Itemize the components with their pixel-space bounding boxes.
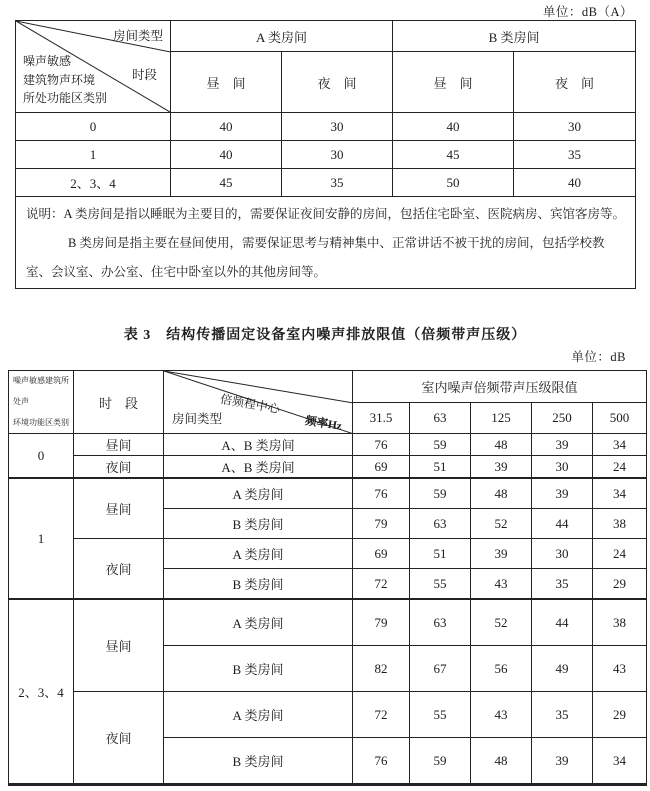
table-structural-noise-octave-limits [8, 370, 647, 786]
limit-value-cell: 39 [471, 539, 532, 569]
limit-value-cell: 39 [471, 456, 532, 479]
table-row [9, 539, 647, 569]
octave-center-label: 倍频程中心 [219, 391, 281, 417]
limit-value-cell: 76 [353, 434, 410, 456]
period-col-header: 时 段 [74, 371, 164, 434]
table3-title: 表 3 结构传播固定设备室内噪声排放限值（倍频带声压级） [123, 328, 527, 343]
limit-value-cell: 39 [532, 478, 593, 509]
subcol-night-header: 夜 间 [514, 52, 636, 113]
limit-value-cell: 55 [410, 692, 471, 738]
table-row [9, 692, 647, 738]
limit-value-cell: 30 [514, 113, 636, 141]
limit-value-cell: 63 [410, 599, 471, 646]
limits-group-header: 室内噪声倍频带声压级限值 [353, 371, 647, 403]
period-cell: 夜间 [74, 539, 164, 600]
room-type-cell: A 类房间 [164, 599, 353, 646]
limit-value-cell: 29 [593, 569, 647, 600]
limit-value-cell: 67 [410, 646, 471, 692]
limit-value-cell: 35 [282, 169, 393, 197]
limit-value-cell: 30 [532, 539, 593, 569]
limit-value-cell: 59 [410, 478, 471, 509]
corner-period-label: 时段 [131, 68, 157, 82]
room-type-label: 房间类型 [172, 412, 223, 427]
limit-value-cell: 34 [593, 738, 647, 785]
limit-value-cell: 59 [410, 738, 471, 785]
limit-value-cell: 51 [410, 539, 471, 569]
limit-value-cell: 52 [471, 599, 532, 646]
limit-value-cell: 35 [532, 569, 593, 600]
limit-value-cell: 39 [532, 738, 593, 785]
limit-value-cell: 79 [353, 599, 410, 646]
freq-header-cell: 500 [593, 403, 647, 434]
area-col-header [9, 371, 74, 434]
note-line-b-rooms: B 类房间是指主要在昼间使用，需要保证思考与精神集中、正常讲话不被干扰的房间，包括学校教室、会议室、办公室、住宅中卧室以外的其他房间等。 [26, 236, 605, 279]
table-room-noise-limits-dba [15, 20, 636, 289]
corner-area-line: 所处功能区类别 [23, 91, 108, 106]
table-row [16, 197, 636, 289]
limit-value-cell: 52 [471, 509, 532, 539]
area-cell: 2、3、4 [9, 599, 74, 785]
table-row [9, 434, 647, 456]
period-cell: 夜间 [74, 456, 164, 479]
subcol-night-header: 夜 间 [282, 52, 393, 113]
limit-value-cell: 43 [471, 692, 532, 738]
limit-value-cell: 49 [532, 646, 593, 692]
limit-value-cell: 72 [353, 692, 410, 738]
table-row [16, 21, 636, 52]
note-line-a-rooms: 说明：A 类房间是指以睡眠为主要目的，需要保证夜间安静的房间，包括住宅卧室、医院病房、宾馆客房等。 [26, 207, 625, 221]
freq-header-cell: 63 [410, 403, 471, 434]
table-row [16, 169, 636, 197]
corner-area-line: 噪声敏感 [23, 54, 72, 69]
limit-value-cell: 63 [410, 509, 471, 539]
limit-value-cell: 44 [532, 509, 593, 539]
limit-value-cell: 51 [410, 456, 471, 479]
room-type-cell: A、B 类房间 [164, 456, 353, 479]
table-row [9, 478, 647, 509]
limit-value-cell: 38 [593, 599, 647, 646]
room-type-cell: B 类房间 [164, 569, 353, 600]
col-group-a-rooms: A 类房间 [171, 21, 393, 52]
area-cell: 0 [9, 434, 74, 479]
table-row [9, 371, 647, 403]
limit-value-cell: 69 [353, 456, 410, 479]
area-cell: 2、3、4 [16, 169, 171, 197]
limit-value-cell: 29 [593, 692, 647, 738]
limit-value-cell: 76 [353, 478, 410, 509]
unit-note-table3: 单位：dB [571, 350, 626, 364]
corner-area-label [23, 52, 107, 108]
limit-value-cell: 40 [171, 141, 282, 169]
frequency-hz-label: 频率Hz [304, 415, 343, 433]
limit-value-cell: 69 [353, 539, 410, 569]
limit-value-cell: 55 [410, 569, 471, 600]
corner-header-cell [164, 371, 353, 434]
limit-value-cell: 39 [532, 434, 593, 456]
limit-value-cell: 24 [593, 456, 647, 479]
limit-value-cell: 30 [282, 113, 393, 141]
room-type-cell: A 类房间 [164, 692, 353, 738]
room-type-cell: B 类房间 [164, 509, 353, 539]
table-row [9, 456, 647, 479]
freq-header-cell: 31.5 [353, 403, 410, 434]
limit-value-cell: 40 [171, 113, 282, 141]
limit-value-cell: 30 [532, 456, 593, 479]
limit-value-cell: 48 [471, 434, 532, 456]
unit-note-table1: 单位：dB（A） [542, 5, 633, 19]
room-type-cell: B 类房间 [164, 646, 353, 692]
limit-value-cell: 44 [532, 599, 593, 646]
limit-value-cell: 45 [171, 169, 282, 197]
limit-value-cell: 76 [353, 738, 410, 785]
area-cell: 1 [16, 141, 171, 169]
limit-value-cell: 59 [410, 434, 471, 456]
limit-value-cell: 30 [282, 141, 393, 169]
limit-value-cell: 48 [471, 478, 532, 509]
corner-header-cell [16, 21, 171, 113]
limit-value-cell: 38 [593, 509, 647, 539]
limit-value-cell: 43 [593, 646, 647, 692]
period-cell: 昼间 [74, 599, 164, 692]
period-cell: 昼间 [74, 434, 164, 456]
period-cell: 昼间 [74, 478, 164, 539]
notes-cell [16, 197, 636, 289]
area-cell: 1 [9, 478, 74, 599]
subcol-day-header: 昼 间 [393, 52, 514, 113]
area-cell: 0 [16, 113, 171, 141]
subcol-day-header: 昼 间 [171, 52, 282, 113]
col-group-b-rooms: B 类房间 [393, 21, 636, 52]
table-row [16, 141, 636, 169]
room-type-cell: B 类房间 [164, 738, 353, 785]
limit-value-cell: 82 [353, 646, 410, 692]
limit-value-cell: 45 [393, 141, 514, 169]
limit-value-cell: 56 [471, 646, 532, 692]
limit-value-cell: 43 [471, 569, 532, 600]
freq-header-cell: 250 [532, 403, 593, 434]
limit-value-cell: 48 [471, 738, 532, 785]
freq-header-cell: 125 [471, 403, 532, 434]
limit-value-cell: 24 [593, 539, 647, 569]
limit-value-cell: 34 [593, 434, 647, 456]
limit-value-cell: 40 [393, 113, 514, 141]
table-row [9, 599, 647, 646]
limit-value-cell: 79 [353, 509, 410, 539]
limit-value-cell: 35 [532, 692, 593, 738]
table-row [16, 113, 636, 141]
limit-value-cell: 72 [353, 569, 410, 600]
corner-room-type-label: 房间类型 [112, 29, 163, 43]
period-cell: 夜间 [74, 692, 164, 785]
room-type-cell: A 类房间 [164, 478, 353, 509]
room-type-cell: A、B 类房间 [164, 434, 353, 456]
room-type-cell: A 类房间 [164, 539, 353, 569]
limit-value-cell: 34 [593, 478, 647, 509]
limit-value-cell: 40 [514, 169, 636, 197]
limit-value-cell: 35 [514, 141, 636, 169]
area-header-line: 环境功能区类别 [13, 417, 69, 427]
limit-value-cell: 50 [393, 169, 514, 197]
corner-area-line: 建筑物声环境 [23, 72, 96, 87]
area-header-line: 噪声敏感建筑所处声 [13, 376, 69, 406]
